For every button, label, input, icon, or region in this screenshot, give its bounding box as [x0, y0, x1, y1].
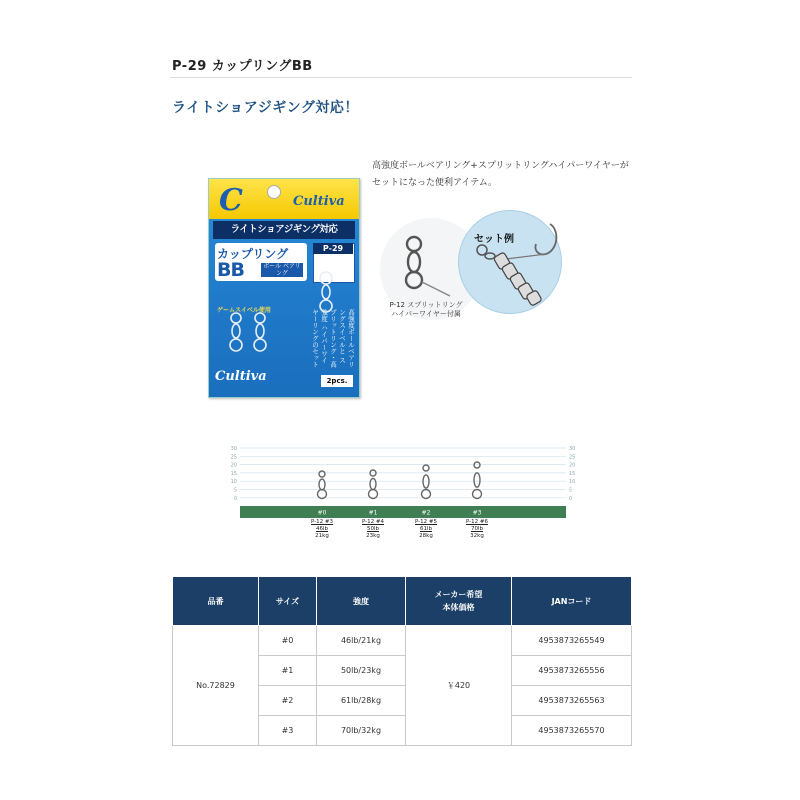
- split-ring-caption: [376, 301, 476, 319]
- size-label: #3: [472, 509, 482, 517]
- size-scale-diagram: [228, 440, 576, 522]
- size-spec-column: [353, 519, 393, 540]
- package-name-sub: ボール ベアリング: [261, 263, 303, 277]
- size-spec-lb: 61lb: [419, 526, 433, 532]
- caption-line2: ハイパーワイヤー付属: [391, 310, 461, 318]
- cell-price: ￥420: [406, 626, 512, 746]
- cell-size: #2: [259, 686, 317, 716]
- package-bottom-logo: Cultiva: [215, 369, 267, 384]
- size-spec-column: [406, 519, 446, 540]
- size-spec-kg: 32kg: [470, 533, 484, 539]
- scale-tick-label: 5: [233, 487, 237, 494]
- package-swivels-illustration: [208, 178, 358, 396]
- size-label: #2: [421, 509, 431, 517]
- header-product-no: 品番: [173, 577, 259, 626]
- cell-strength: 50lb/23kg: [317, 656, 406, 686]
- swivel-0-icon: [318, 471, 327, 499]
- size-label: #1: [368, 509, 378, 517]
- package-code: P-29: [313, 243, 353, 254]
- size-spec-kg: 23kg: [366, 533, 380, 539]
- size-spec-kg: 28kg: [419, 533, 433, 539]
- page-subtitle: ライトショアジギング対応！: [172, 100, 359, 116]
- size-spec-lb: 50lb: [366, 526, 380, 532]
- package-game-label: ゲームスイベル使用: [217, 307, 271, 314]
- swivel-1-icon: [369, 470, 378, 499]
- header-size: サイズ: [259, 577, 317, 626]
- size-spec-lb: 46lb: [315, 526, 329, 532]
- size-label-bar: [240, 506, 566, 518]
- package-vertical-text: 高強度ボールベアリングスイベルと スプリットリング・高強度 ハイパーワイヤーリングのセット: [311, 309, 355, 368]
- header-strength: 強度: [317, 577, 406, 626]
- package-name-line1: カップリング: [217, 247, 289, 261]
- scale-tick-label: 10: [569, 479, 576, 486]
- table-header-row: [173, 577, 632, 626]
- package-band-text: ライトショアジギング対応: [213, 221, 355, 239]
- cell-jan: 4953873265549: [512, 626, 632, 656]
- scale-tick-label: 20: [569, 462, 576, 469]
- spec-table: [172, 576, 632, 746]
- page-title: P-29 カップリングBB: [172, 59, 313, 74]
- cell-strength: 61lb/28kg: [317, 686, 406, 716]
- cell-jan: 4953873265563: [512, 686, 632, 716]
- swivel-2-icon: [422, 465, 431, 499]
- size-spec-ring: P-12 #6: [465, 519, 489, 525]
- cell-jan: 4953873265556: [512, 656, 632, 686]
- cell-size: #0: [259, 626, 317, 656]
- cell-size: #1: [259, 656, 317, 686]
- scale-tick-label: 25: [230, 454, 237, 461]
- cell-jan: 4953873265570: [512, 716, 632, 746]
- package-name-line2: BB: [217, 259, 244, 281]
- scale-tick-label: 15: [569, 470, 576, 477]
- size-spec-column: [457, 519, 497, 540]
- size-spec-ring: P-12 #5: [414, 519, 438, 525]
- size-spec-ring: P-12 #4: [361, 519, 385, 525]
- size-spec-ring: P-12 #3: [310, 519, 334, 525]
- cell-product-no: No.72829: [173, 626, 259, 746]
- size-label: #0: [317, 509, 327, 517]
- scale-tick-label: 15: [230, 470, 237, 477]
- scale-tick-label: 25: [569, 454, 576, 461]
- header-price: メーカー希望 本体価格: [406, 577, 512, 626]
- size-spec-lb: 70lb: [470, 526, 484, 532]
- size-spec-kg: 21kg: [315, 533, 329, 539]
- scale-tick-label: 5: [569, 487, 573, 494]
- scale-tick-label: 30: [230, 446, 237, 452]
- scale-tick-label: 30: [569, 446, 576, 452]
- brand-logo-mark: C: [219, 183, 243, 218]
- scale-tick-label: 20: [230, 462, 237, 469]
- scale-tick-label: 10: [230, 479, 237, 486]
- scale-tick-label: 0: [569, 495, 573, 502]
- table-row: [173, 626, 632, 656]
- scale-tick-label: 0: [233, 495, 237, 502]
- set-example-drawing: [458, 210, 562, 314]
- cell-size: #3: [259, 716, 317, 746]
- set-example-label: セット例: [474, 234, 514, 245]
- package-count-badge: 2pcs.: [321, 375, 353, 387]
- title-divider: [170, 77, 632, 78]
- swivel-3-icon: [473, 462, 482, 499]
- size-spec-column: [302, 519, 342, 540]
- header-jan: JANコード: [512, 577, 632, 626]
- product-description: 高強度ボールベアリング+スプリットリングハイパーワイヤーがセットになった便利アイテム。: [372, 161, 629, 188]
- caption-line1: P-12 スプリットリング: [389, 301, 463, 309]
- cell-strength: 70lb/32kg: [317, 716, 406, 746]
- cell-strength: 46lb/21kg: [317, 626, 406, 656]
- brand-logo: Cultiva: [293, 194, 345, 209]
